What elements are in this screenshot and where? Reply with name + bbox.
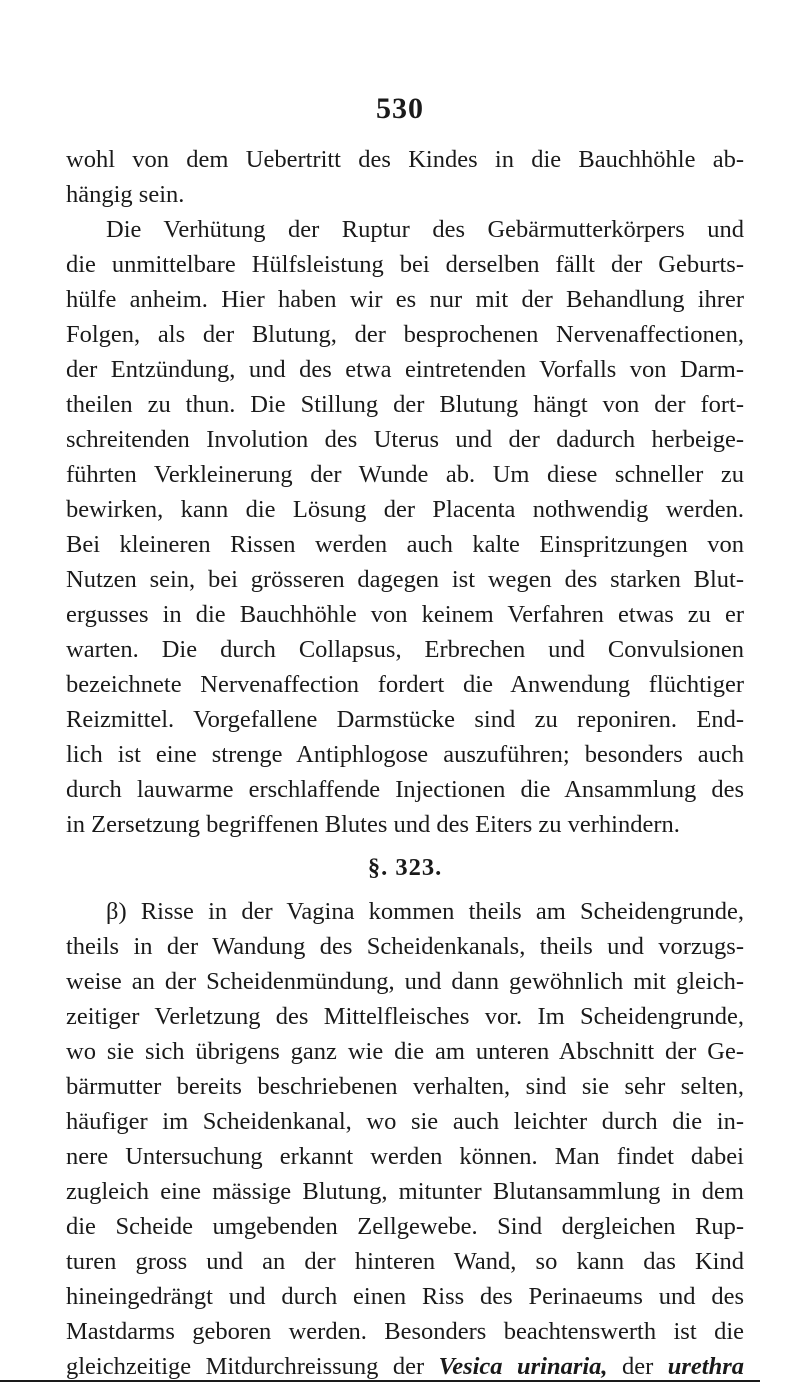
text-line: hängig sein. [66, 181, 185, 208]
latin-term-urethra: urethra [667, 1353, 744, 1380]
text-line: zugleich eine mässige Blutung, mitunter Blutansammlung in dem [66, 1178, 744, 1205]
page-number: 530 [376, 92, 424, 125]
text-line: hülfe anheim. Hier haben wir es nur mit der Behandlung ihrer [66, 286, 744, 313]
text-line-final [66, 1349, 744, 1384]
body-text [66, 142, 744, 1384]
text-line: bewirken, kann die Lösung der Placenta nothwendig werden. [66, 496, 744, 523]
text-line: bezeichnete Nervenaffection fordert die Anwendung flüchtiger [66, 671, 744, 698]
text-line: turen gross und an der hinteren Wand, so kann das Kind [66, 1248, 744, 1275]
text-line: Nutzen sein, bei grösseren dagegen ist wegen des starken Blut- [66, 566, 744, 593]
text-line: Die Verhütung der Ruptur des Gebärmutterkörpers und [106, 216, 744, 243]
text-line: theils in der Wandung des Scheidenkanals, theils und vorzugs- [66, 933, 744, 960]
bottom-rule [0, 1380, 760, 1382]
text-line: wohl von dem Uebertritt des Kindes in die Bauchhöhle ab- [66, 146, 744, 173]
text-line: nere Untersuchung erkannt werden können. Man findet dabei [66, 1143, 744, 1170]
text-line: lich ist eine strenge Antiphlogose auszuführen; besonders auch [66, 741, 744, 768]
text-line: theilen zu thun. Die Stillung der Blutung hängt von der fort- [66, 391, 744, 418]
text-line: die Scheide umgebenden Zellgewebe. Sind dergleichen Rup- [66, 1213, 744, 1240]
text-line: Reizmittel. Vorgefallene Darmstücke sind zu reponiren. End- [66, 706, 744, 733]
section-heading: §. 323. [367, 854, 443, 881]
text-line: wo sie sich übrigens ganz wie die am unteren Abschnitt der Ge- [66, 1038, 744, 1065]
text-fragment: gleichzeitige Mitdurchreissung der [66, 1353, 439, 1380]
text-line: β) Risse in der Vagina kommen theils am Scheidengrunde, [106, 898, 744, 925]
text-line: die unmittelbare Hülfsleistung bei derselben fällt der Geburts- [66, 251, 744, 278]
text-line: Folgen, als der Blutung, der besprochenen Nervenaffectionen, [66, 321, 744, 348]
text-line: Mastdarms geboren werden. Besonders beachtenswerth ist die [66, 1318, 744, 1345]
text-line: weise an der Scheidenmündung, und dann gewöhnlich mit gleich- [66, 968, 744, 995]
text-line: ergusses in die Bauchhöhle von keinem Verfahren etwas zu er [66, 601, 744, 628]
text-line: durch lauwarme erschlaffende Injectionen die Ansammlung des [66, 776, 744, 803]
text-line: in Zersetzung begriffenen Blutes und des Eiters zu verhindern. [66, 811, 680, 838]
text-fragment: der [607, 1353, 668, 1380]
text-line: hineingedrängt und durch einen Riss des Perinaeums und des [66, 1283, 744, 1310]
text-line: warten. Die durch Collapsus, Erbrechen und Convulsionen [66, 636, 744, 663]
text-line: häufiger im Scheidenkanal, wo sie auch leichter durch die in- [66, 1108, 744, 1135]
text-line: bärmutter bereits beschriebenen verhalten, sind sie sehr selten, [66, 1073, 744, 1100]
text-line: führten Verkleinerung der Wunde ab. Um diese schneller zu [66, 461, 744, 488]
latin-term-vesica: Vesica urinaria, [438, 1353, 608, 1380]
text-line: schreitenden Involution des Uterus und der dadurch herbeige- [66, 426, 744, 453]
text-line: der Entzündung, und des etwa eintretenden Vorfalls von Darm- [66, 356, 744, 383]
text-line: Bei kleineren Rissen werden auch kalte Einspritzungen von [66, 531, 744, 558]
text-line: zeitiger Verletzung des Mittelfleisches vor. Im Scheidengrunde, [66, 1003, 744, 1030]
